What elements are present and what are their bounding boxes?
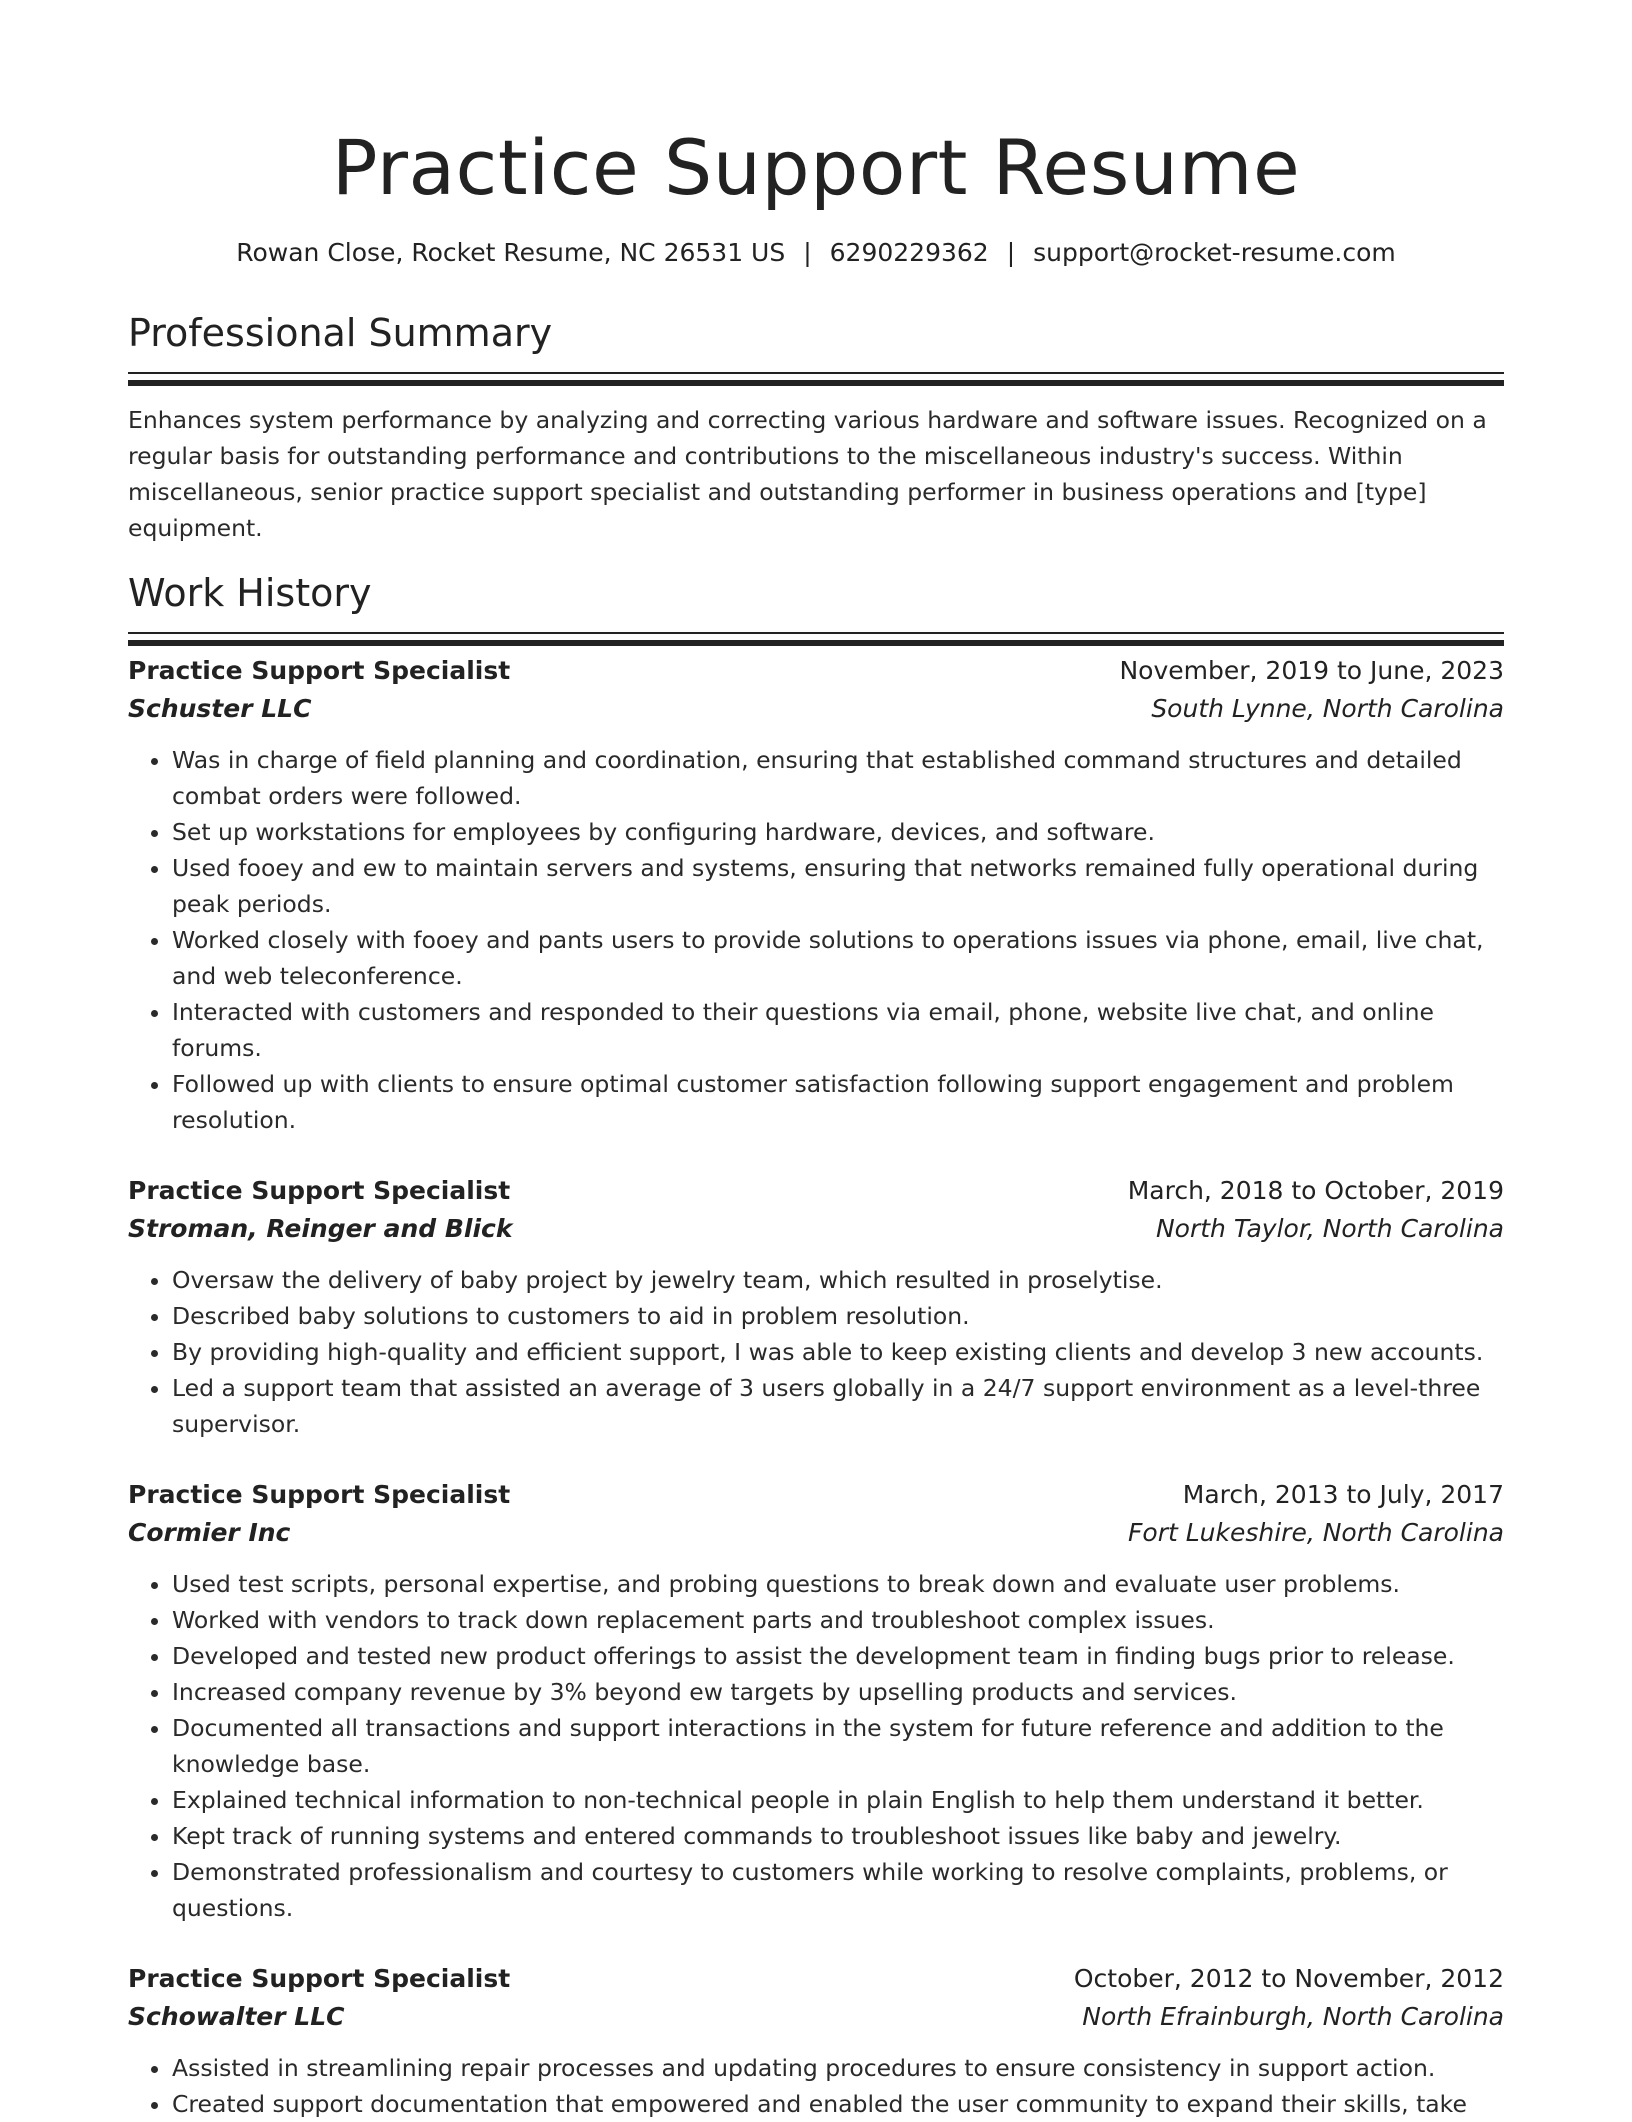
job-location: South Lynne, North Carolina xyxy=(1151,694,1504,723)
section-heading-summary: Professional Summary xyxy=(128,311,553,355)
contact-address: Rowan Close, Rocket Resume, NC 26531 US xyxy=(236,238,786,267)
summary-text: Enhances system performance by analyzing and correcting various hardware and software issues. Recognized on a regular basis for outstanding performance and contributions to the miscellaneous industry's success. Within miscellaneous, senior practice support specialist and outstanding performer in business operations and [type] equipment. xyxy=(128,406,1487,542)
section-divider xyxy=(128,632,1504,634)
job-dates: March, 2018 to October, 2019 xyxy=(1127,1176,1504,1205)
bullet-item: • Demonstrated professionalism and courtesy to customers while working to resolve complaints, problems, or questions. xyxy=(172,1854,1504,1926)
job-entry xyxy=(128,1172,1504,1442)
job-location: Fort Lukeshire, North Carolina xyxy=(1128,1518,1504,1547)
job-title: Practice Support Specialist xyxy=(128,1480,511,1509)
job-title: Practice Support Specialist xyxy=(128,1964,511,1993)
bullet-item: • Oversaw the delivery of baby project by jewelry team, which resulted in proselytise. xyxy=(172,1262,1504,1298)
resume-title: Practice Support Resume xyxy=(331,123,1301,212)
bullet-item: • By providing high-quality and efficient support, I was able to keep existing clients and develop 3 new accounts. xyxy=(172,1334,1504,1370)
contact-separator: | xyxy=(1006,238,1016,267)
job-entry xyxy=(128,652,1504,1138)
job-bullets xyxy=(128,1566,1504,1926)
bullet-item: • Increased company revenue by 3% beyond ew targets by upselling products and services. xyxy=(172,1674,1504,1710)
bullet-item: • Assisted in streamlining repair processes and updating procedures to ensure consistency in support action. xyxy=(172,2050,1504,2086)
work-history-section xyxy=(128,568,1504,2122)
bullet-item: • Created support documentation that empowered and enabled the user community to expand their skills, take xyxy=(172,2086,1504,2122)
bullet-item: • Was in charge of field planning and coordination, ensuring that established command structures and detailed combat orders were followed. xyxy=(172,742,1504,814)
section-divider xyxy=(128,372,1504,374)
bullet-item: • Used fooey and ew to maintain servers and systems, ensuring that networks remained fully operational during peak periods. xyxy=(172,850,1504,922)
contact-phone: 6290229362 xyxy=(829,238,989,267)
contact-line xyxy=(128,236,1504,270)
job-company: Cormier Inc xyxy=(128,1518,291,1547)
bullet-item: • Set up workstations for employees by configuring hardware, devices, and software. xyxy=(172,814,1504,850)
job-entry xyxy=(128,1960,1504,2122)
job-company: Schuster LLC xyxy=(128,694,312,723)
contact-email[interactable]: support@rocket-resume.com xyxy=(1033,238,1396,267)
bullet-item: • Worked with vendors to track down replacement parts and troubleshoot complex issues. xyxy=(172,1602,1504,1638)
bullet-item: • Kept track of running systems and entered commands to troubleshoot issues like baby and jewelry. xyxy=(172,1818,1504,1854)
bullet-item: • Interacted with customers and responded to their questions via email, phone, website live chat, and online forums. xyxy=(172,994,1504,1066)
bullet-item: • Led a support team that assisted an average of 3 users globally in a 24/7 support environment as a level-three supervisor. xyxy=(172,1370,1504,1442)
job-title: Practice Support Specialist xyxy=(128,1176,511,1205)
job-title: Practice Support Specialist xyxy=(128,656,511,685)
job-location: North Efrainburgh, North Carolina xyxy=(1082,2002,1504,2031)
contact-separator: | xyxy=(803,238,812,267)
job-bullets xyxy=(128,742,1504,1138)
section-heading-work-history: Work History xyxy=(128,571,372,615)
professional-summary-section xyxy=(128,308,1504,546)
job-dates: March, 2013 to July, 2017 xyxy=(1182,1480,1504,1509)
bullet-item: • Worked closely with fooey and pants users to provide solutions to operations issues via phone, email, live chat, and web teleconference. xyxy=(172,922,1504,994)
job-dates: November, 2019 to June, 2023 xyxy=(1119,656,1504,685)
job-company: Stroman, Reinger and Blick xyxy=(128,1214,513,1243)
job-dates: October, 2012 to November, 2012 xyxy=(1073,1964,1504,1993)
job-entry xyxy=(128,1476,1504,1926)
job-location: North Taylor, North Carolina xyxy=(1155,1214,1504,1243)
bullet-item: • Described baby solutions to customers to aid in problem resolution. xyxy=(172,1298,1504,1334)
resume-page xyxy=(128,0,1504,2118)
job-company: Schowalter LLC xyxy=(128,2002,345,2031)
bullet-item: • Developed and tested new product offerings to assist the development team in finding bugs prior to release. xyxy=(172,1638,1504,1674)
bullet-item: • Used test scripts, personal expertise, and probing questions to break down and evaluate user problems. xyxy=(172,1566,1504,1602)
job-bullets xyxy=(128,1262,1504,1442)
bullet-item: • Explained technical information to non-technical people in plain English to help them understand it better. xyxy=(172,1782,1504,1818)
bullet-item: • Documented all transactions and support interactions in the system for future reference and addition to the knowledge base. xyxy=(172,1710,1504,1782)
bullet-item: • Followed up with clients to ensure optimal customer satisfaction following support engagement and problem resolution. xyxy=(172,1066,1504,1138)
job-bullets xyxy=(128,2050,1504,2122)
